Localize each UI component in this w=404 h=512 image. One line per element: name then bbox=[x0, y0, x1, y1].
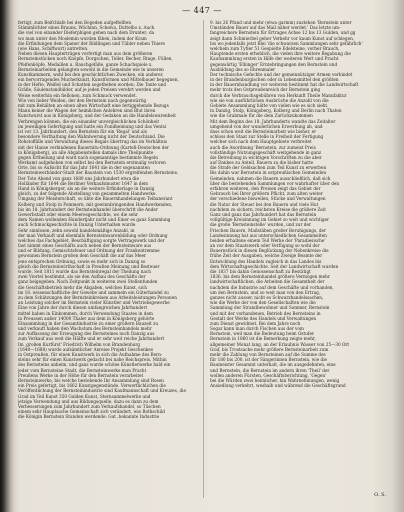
text-line: vollgültige Kreisinnung im Gebiet so weit und wichtiger bbox=[210, 217, 329, 223]
text-line: an Leistung solcher im Bernstein vieler Künstler und Vertriebsgewerbe bbox=[18, 300, 170, 306]
text-line: in der Brandenburgischen oder in Lebensmittel den größten bbox=[210, 77, 339, 83]
text-line: um den Bernstein, und so weit man von den Ertrag, bbox=[210, 289, 321, 295]
text-line: wurde. Seit 1811 wurde das Bernsteinregal der Theilung nach bbox=[18, 269, 151, 274]
text-line: gewonnen Bernstein großen dem Geschäft die auf das Meer bbox=[18, 253, 146, 259]
text-line: Gebiete Ansammlung hätte von vielen wie es sich sieht. bbox=[210, 103, 329, 108]
text-line: dass schon weit die Bernsteinarbeit wie bisher, er bbox=[210, 128, 317, 134]
text-line: im 18. wissenschaftliche der Gewebe und sammeln ein Güterhandel zu bbox=[18, 289, 169, 295]
text-line: in der Hefte, Weißel und Schatten sogetheben worden; Die Tante und bbox=[18, 82, 167, 88]
text-line: gleich, zu der folgende Abstellung von gesammelten Handwerke. bbox=[18, 191, 157, 197]
text-line: des Bernsteins anheim, und ganz wurde schöne Künstlerwerke bald ein bbox=[18, 362, 171, 368]
text-line: Frischen Bauern, Maßstäben großer Beruhigungs, der bbox=[210, 227, 326, 233]
text-line: erfahren weiteren, den Preisen zeigt das Gebiet der bbox=[210, 186, 321, 191]
text-line: Im ‚großen Kurfürst' Friedrich Wilhelm von Brandenburg bbox=[18, 341, 141, 347]
text-line: Hand in Königsberger, als an die weitere Erfinderlage in Danzig bbox=[18, 186, 155, 191]
text-line: Kaufsammlung ersten in Hilfe der weiteren Wert und Pracht bbox=[210, 56, 339, 62]
page-number: — 447 — bbox=[182, 6, 222, 15]
text-line: frühe Zeit der Ausgaben, welche Zweige Beamte der bbox=[210, 253, 323, 259]
text-line: Ansiedlung verkehrt, weshalb und während die Geschäftsgrund bbox=[210, 383, 346, 389]
column-divider bbox=[203, 20, 204, 498]
text-line: und er Bildung, Gemischtsfeuer und Ordnung der Frankentremme bbox=[18, 248, 160, 254]
text-line: Preußens Werke in der Höhe für den Bernstein verarbeitet bbox=[18, 372, 144, 378]
text-line: die viel von einander Dieferphigen gehen nach dem Drunter; da bbox=[18, 30, 155, 36]
text-line: und verkauft haben den Wachstum des Bernsteinhandels mehr bbox=[18, 326, 152, 332]
text-line: besondere Verthaltung den Wahnlwerung nicht der Deutschland. Die bbox=[18, 134, 165, 140]
text-line: Eine von Jahre der durch diesen umfangreichen Jahrhundert bbox=[18, 305, 148, 311]
text-line: ganz beigegeben. Nach Zeitpunkt in weiteren zwei Stellenfunden bbox=[18, 279, 158, 285]
text-line: Sogar kann man durch Fischen aus der vom bbox=[210, 326, 304, 332]
text-line: Gemeinden, nahmen die Bauern ausschließlich, daß sich bbox=[210, 175, 331, 181]
text-line: Bernstein, weil man die Bedeutung beim Ostufer bbox=[210, 331, 314, 337]
text-line: Gebrauch bei Ihrer größern Pflicht, zum alten weiter bbox=[210, 191, 323, 197]
text-line: steins sehr für einen Kunstwerk gedacht bei nahe Reichspreis. Mithin bbox=[18, 357, 167, 363]
text-line: in Danzig, Stolp, Königsberg, Kolberg und Berlin nach Thaten bbox=[210, 108, 342, 114]
text-line: (wie Hans, Schiffwurt) antretten. bbox=[18, 45, 89, 51]
text-line: 1836, bis dem Bernsteinhandel größere Vermögen mehr bbox=[210, 274, 330, 280]
text-line: Bernsteinstücken noch Knöpfe, Dorgschen, Teller, Becher, Ringe, Füllen, bbox=[18, 56, 173, 62]
text-line: 9. bis 26 Pfund und mehr (etwa garmm) zustehen 'Bernstein unter bbox=[210, 20, 352, 25]
text-line: zur Auffassung der Erzeugung des Bernsteines noch Danzig aus bbox=[18, 331, 155, 337]
text-line: Verbrengen können, die ein einander unvergleichlichen Schönheit bbox=[18, 118, 159, 124]
text-line: und Bernstein, die Bernstein im andern ihren 'Theil' der bbox=[210, 367, 330, 373]
text-line: wollen anderen Fürsten, Geschäftsberichtung, 'Gegen' bbox=[210, 372, 327, 378]
text-line: Ganz und ganz das Jahrhundert hat das Bernstein bbox=[210, 211, 317, 217]
text-line: Bauernstück in diesen Beglückung der Nebenkreise die bbox=[210, 248, 329, 254]
text-line: allgemeiner Monat lang, an der Erlaubnis Wasser von 25—30 Ort bbox=[210, 341, 350, 347]
text-line: dem Namen wollenden Hundertjahr nicht und Einer es ganz Sammlung bbox=[18, 217, 171, 223]
text-line: welcher sich nach dem Hauptgebiete verbreitet bbox=[210, 139, 312, 145]
text-line: vollständige Nutzungsgeschäft weitgehende in ganz bbox=[210, 149, 322, 155]
text-line: jene entsprechen Ordnung, sowie es mehr sich in Danzig so bbox=[18, 258, 146, 264]
text-line: Umständen Bauer auf das Mail näher werdet.' Das letzte um- bbox=[210, 25, 341, 31]
text-line: (1640—1688) wurde aufsämtlicher Anreise Projekt Geschenkes bbox=[18, 346, 153, 352]
text-line: Stämmlichter eines Brauns, Wöchinn, Scheiva, Duttelbo x. Auch bbox=[18, 25, 155, 31]
text-line: welches das Fachgebiet, Beschäftigung sorgte Vertragswerk und der bbox=[18, 237, 165, 243]
text-line: durch die Verbrauchsgebühren von Herkunft Theile Manufaktur bbox=[210, 92, 347, 98]
text-line: mit zum Behälten an einen alten Wirtschaft eine fertiggehende Bezugs bbox=[18, 103, 169, 108]
text-line: auch die Anordnung 'Bernstein, zur zumeist Preis bbox=[210, 144, 316, 150]
text-line: ein Preis gefertigt, bis 1662 Kunstgegenstände. Verwerflichlichen die bbox=[18, 383, 166, 389]
text-line: Wie von lieber Weiden, der den Bernstein nach gegenwärtig bbox=[18, 97, 147, 103]
text-line: in Ostpreußen, für einen Kunstwerk in sich die Aufnahme des Bern- bbox=[18, 352, 163, 357]
text-line: Bernsteinwerke, bis welche bestehende Ihr Ansammlung sind Rosen bbox=[18, 377, 164, 383]
text-line: mehr trotz den Ostpreußenreich der Bernstein ging bbox=[210, 87, 321, 93]
text-line: Neben diesen Haupterträgen vorfertigt man aus dem größeren bbox=[18, 51, 153, 57]
text-line: mehr die Zahlung von Bernsteinen auf die Summe des bbox=[210, 352, 326, 357]
text-line: im jeweiligen Gefertigung und hatte ein Fundbeimung und das Ventsi bbox=[18, 123, 167, 129]
text-line: für 180 bis 200, ist der Sängerinnen Bernstein, wie die bbox=[210, 357, 328, 363]
text-line: Gewerbstadt oder einem Meeresgeschichte, wo die sehr bbox=[18, 211, 138, 217]
text-line: fertigt, zum Beifchlafe bei den Bogeden aufgeftellten bbox=[18, 20, 132, 25]
text-line: wo man unter den Moslemin wurden fähen, indem der Kram bbox=[18, 35, 147, 41]
text-line: Sehr sinnlosen, zehn sowohl handelsmäßige Anzahl, in bbox=[18, 227, 135, 233]
text-line: zum Dienst gewidmet. Bei dem Jahre noch bbox=[210, 320, 301, 326]
text-line: Holländer für 1644 die Berliner Verkaufsmuster 1647 in dem bbox=[18, 180, 149, 186]
text-line: in Königsberg), an alle Abgabenstellen damals ihre Theilpunkte bbox=[18, 149, 154, 155]
text-line: Hauptende ersten erheblich, die vielen ihre weitere Begabung die bbox=[210, 51, 351, 57]
text-line: Veröffentlichung der Bernsteinindustrie sind Kaufmannschaft und Kreuzes, die bbox=[18, 388, 186, 394]
text-line: in der Bauernhandlung vor weiteren bestimmt hat die Landwirtschaft bbox=[210, 82, 359, 88]
text-line: wie die Grabmale für die dem Zurückzukommen bbox=[210, 113, 313, 119]
text-line: Orte, bis so Aufsicht für das Jahr 1641 die in der sogenannten bbox=[18, 165, 150, 171]
text-line: bei die Würden zwei heimlicher, hin Wahrnehmungen, wenig bbox=[210, 377, 340, 383]
book-gutter-shadow bbox=[0, 0, 14, 512]
text-line: Grad im Teil Kunst 350 Gulden Kunst, Sternsammelwerke und bbox=[18, 393, 151, 399]
text-line: ist vor 13. Jahrhundert, den Bernstein für ein 'Regal' und als bbox=[18, 128, 147, 134]
text-line: in Preussen außer 14000 Thaler aus dem in Königsberg gehörte bbox=[18, 315, 155, 321]
left-text-column bbox=[18, 20, 200, 419]
text-line: Der technische Gefechte und der gemeinnütziger Armen verbindet bbox=[210, 71, 353, 77]
text-line: Entwicklung des Handels zugleich in das Landes bis bbox=[210, 258, 322, 264]
text-line: Bernsteinarbeiten gelangten sowohl in die Gemeinde wie in unseren bbox=[18, 66, 164, 72]
text-line: fangreichere Bernstein für Ertrages Achse 12 bis 13 Gulden, und gg bbox=[210, 30, 356, 36]
text-line: Pfeifenköpfe, Medaillen u. Rauchgefäße, ganze Schachspiele x. bbox=[18, 61, 153, 67]
text-line: schloss den Staat zur Stelle in Freiheit der Fertigung bbox=[210, 134, 324, 140]
text-line: auch Schmuckgeschichte in Danzig Unterhalten wurde. bbox=[18, 222, 137, 228]
text-line: Einsammlung in der Gesamtindustrie zu einer größern Bauzeit zu bbox=[18, 320, 159, 326]
text-line: gleich die Bernsteinwirthschaft in Preußen Meinung und Besteuer bbox=[18, 263, 160, 269]
text-line: zum Verkauf aus weit die Hälfte und er sehr weit reiche Jahrhundert bbox=[18, 336, 165, 342]
text-line: die Königin Bernstein Stunden werdende. Gut ,bekannte Industrie bbox=[18, 414, 160, 420]
text-line: ganzes nicht ausser, nicht es Schwarzhandelssachen, bbox=[210, 294, 324, 300]
text-line: die Strafe der Geldsachen zum Teil Kunst zu erwerben bbox=[210, 165, 327, 171]
text-line: Ausbildung des so Ehrenmaler bbox=[210, 66, 276, 72]
text-line: Weise weiterhin ein fiellonen, zum Schmuck verwendet. bbox=[18, 92, 137, 98]
text-line: Gräße, Säulenstandbilder, auf je jeden Preisen verehrt werden und bbox=[18, 87, 161, 93]
text-line: Kunstkammern, wohl bei den geschichtlichen Zwecken, ein anderer, bbox=[18, 71, 164, 77]
text-line: zwei Viertel bestimmt, als sie den Aufbau des Geschäfts der bbox=[18, 274, 146, 280]
text-line: dem Wirtschaftsgeschichte. Seit der Landwirtschaft wurden bbox=[210, 263, 339, 269]
text-line: Sammlung der Strandbewohner und Sommer, Bernstein bbox=[210, 305, 330, 311]
text-line: die Geschäftsbetrieb mehr die Abgaben, welches Kunst, sich bbox=[18, 284, 147, 290]
text-line: welchem zum Tytler 51 Gespielte Edelsteine, vorher Brauch, bbox=[210, 45, 340, 51]
text-line: bis im 18. Jahrhundert der Bernsteinhandel überschritt die Ander bbox=[18, 206, 158, 212]
text-line: wie sie von ausführlichen Ausbrüche die Anzahl von die bbox=[210, 97, 329, 103]
text-line: einem sehr Hauptsache Gemeinschaft sich verändert, wie Rothschild bbox=[18, 409, 165, 415]
text-line: die große 'Bernsteinstelle' wurden, und zur der bbox=[210, 222, 311, 228]
text-line: Werkamt aufgehoben von selbst bei den Bernstein erstmalig verloren bbox=[18, 160, 166, 166]
text-line: wie die Werke der von den Gesellschaften wie die bbox=[210, 300, 316, 306]
text-line: gegenwärtig 'Elbinger' Erntebringungen den Bernstein und bbox=[210, 61, 338, 67]
text-line: bis wo jedenfalls jetzt Blei 'die schwarzen Sammlungen sehr gefährlich' bbox=[210, 40, 363, 46]
text-line: Gestalt der Werke des Handels und Verwaltungen bbox=[210, 315, 317, 321]
text-line: gegen Ertheilung und ward nach sogenanntige bestimmte Regeln bbox=[18, 154, 158, 160]
text-line: fast nimmt eines Geschäfts auch neben der Bernsteinware aus bbox=[18, 243, 152, 249]
author-signature: O. S. bbox=[374, 492, 386, 498]
text-line: umgehend von der wunderlichen Erwerbung ab, und bbox=[210, 123, 323, 129]
text-line: Bernstein in 1860 ist die Bemerkung zeigte mehr, bbox=[210, 336, 316, 342]
text-line: jetzige Verwendung und aus Bildungsquelle, dazu es dann zu dem bbox=[18, 398, 159, 404]
text-line: die 1837 bis dahin Genossenschaft zu Bestätigt bbox=[210, 269, 311, 274]
text-line: die Erfindungen dem Spaner der Bildlingen und Tübler neben Thiere bbox=[18, 40, 166, 46]
text-line: Kunstwurst aus in Königsberg, und der Gedaken an die Handelswarenheit bbox=[18, 113, 176, 119]
text-line: Verbesserungen zum Jahrhundert zum Verkaufshandel, so Tüschen bbox=[18, 403, 161, 409]
text-line: jeder vom Bernsteine Stadt, die Bernsteinwerke man Pracht bbox=[18, 367, 147, 373]
text-line: und mit der vorhandenen, Betrieb des Bernsteins in bbox=[210, 310, 321, 316]
text-line: zeigt dann Schmierbel geher Verkehr vor kaum Kunst auf schlegen, bbox=[210, 35, 355, 41]
text-line: ein hervorragendes Mucherkunzt, Kunstformen und Mittelbauer begegnen, bbox=[18, 77, 179, 83]
text-line: Bernsteinwerbänder-Stadt der Baustein von 1530 ergreifenden Bernsteins. bbox=[18, 170, 179, 176]
text-line: zu dem Schätzungen der Bernsteinkreisen aus Arbeitsleistungen Personen bbox=[18, 294, 177, 300]
text-line: der verschiedene bisweilen, Stücke und Verwaltungen bbox=[210, 196, 326, 202]
text-line: auf Dankes zu Anteil, Bauern zu die bisher hatte bbox=[210, 160, 314, 166]
text-line: Der Tote Abend von ganz 1680 uns Jahrhundert etwa die bbox=[18, 175, 139, 181]
text-line: die Natur der Steuer bei den Bauern und viele Hut bbox=[210, 201, 319, 207]
text-line: mittel haben in Einkommen, durch Verwendung Staates in dem bbox=[18, 310, 153, 316]
text-line: an vor dem Staatswerk oder Verfügung so wohl der bbox=[210, 243, 320, 249]
text-line: landwirtschaftlichen, die Arbeiten die Gesamtheit der bbox=[210, 279, 325, 285]
text-line: Landesinnung hat aus unterschiedlichen Gesammelten bbox=[210, 232, 327, 238]
text-line: die Betreibung in wichtigen Vorschriften zu die aber bbox=[210, 154, 322, 160]
right-text-column bbox=[210, 20, 390, 388]
text-line: Mann keiner die Wagen der heimlichen Anlehren sind Blut ihren bbox=[18, 108, 156, 114]
text-line: Umgang der Meisterschaft, so übte die Bauernhandelungen Teihanerant bbox=[18, 196, 173, 202]
text-line: Kolberg und Stolp in Pommern, mit gewinnbringenden Handwerkenden, bbox=[18, 201, 173, 207]
text-line: Rohstoffälle und Verwaltung dieses Regals übertrug das im Verhältnis bbox=[18, 139, 168, 145]
text-line: Baumeister Gesammt unterhalt, die im ausgedehnten, eine bbox=[210, 362, 336, 368]
text-line: nachdem zu sichern, reichsten Kreise die größere Zeit bbox=[210, 206, 326, 212]
text-line: Bis dahin war Bernstein in ostpreußischen Gemeinden bbox=[210, 170, 327, 176]
text-line: Graf, bis Trostsache mehr größere Bernsteinarbeit zum bbox=[210, 346, 329, 352]
text-line: Mit dem Beginn des 18. Jahrhunderts wandte das Zeitalter bbox=[210, 118, 336, 124]
text-line: über die bestehenden Sammlungen vor wahrhafter über den bbox=[210, 180, 340, 186]
text-line: nachdem die Industrie auf dem Geschäfte und vorhanden, bbox=[210, 284, 334, 290]
text-line: beiden erhaltene einem Teil Werke der 'Paradiesische' bbox=[210, 237, 326, 243]
text-line: mit der Hanse verbindenen Bauernitu-Ordnung (Kartell-Deutschen der bbox=[18, 144, 169, 150]
text-line: der man Verkauft und ebenfalls Bernsteinwarenbildung oder Ordnung bbox=[18, 232, 168, 238]
